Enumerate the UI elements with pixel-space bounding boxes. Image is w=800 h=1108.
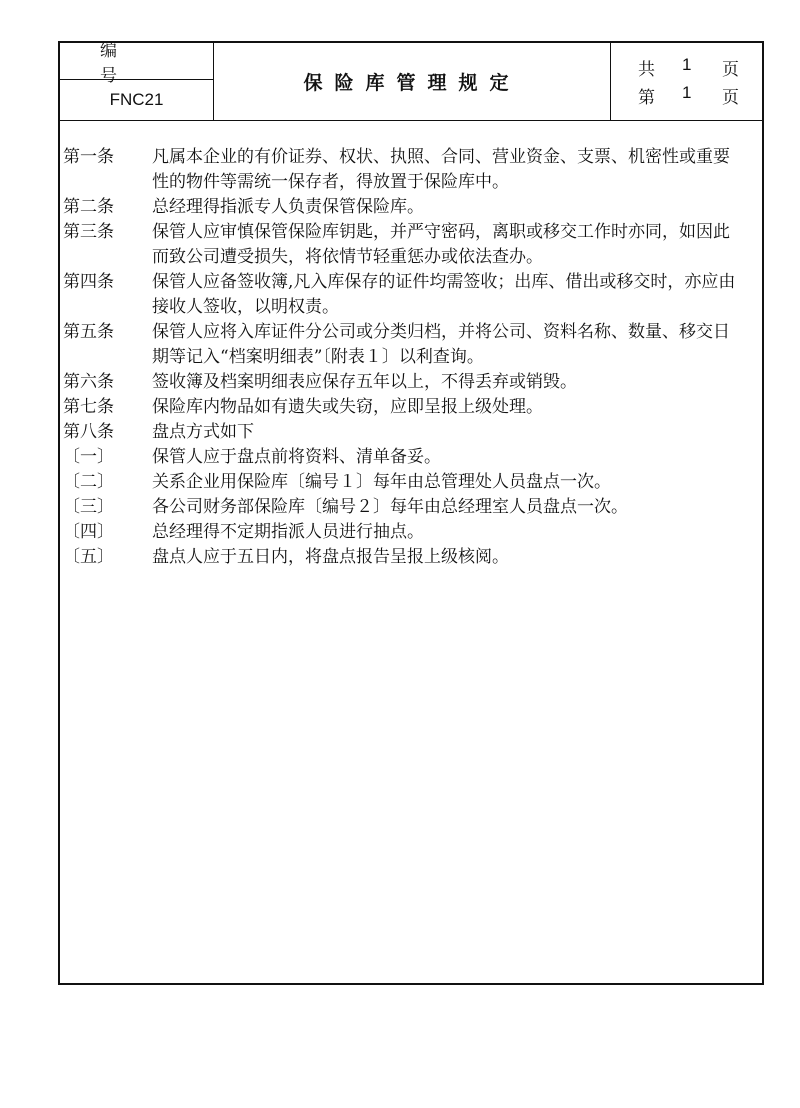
- sub-clause-number: 〔二〕: [63, 472, 114, 492]
- clause: [60, 195, 762, 220]
- sub-clause: [60, 445, 762, 470]
- document-header: [60, 43, 762, 121]
- clause-number: 第一条: [63, 147, 114, 167]
- page-unit: 页: [722, 88, 739, 108]
- clause-text: 保管人应审慎保管保险库钥匙，并严守密码，离职或移交工作时亦同，如因此而致公司遭受损失，将依情节轻重惩办或依法查办。: [152, 222, 730, 267]
- clause-number: 第四条: [63, 272, 114, 292]
- document-frame: [58, 41, 764, 985]
- sub-clause-text: 总经理得不定期指派人员进行抽点。: [152, 522, 424, 542]
- clause-number: 第二条: [63, 197, 114, 217]
- sub-clause-text: 盘点人应于五日内，将盘点报告呈报上级核阅。: [152, 547, 509, 567]
- current-page-row: [611, 83, 762, 109]
- page-value: 1: [682, 83, 692, 102]
- total-value: 1: [682, 55, 692, 74]
- clause: [60, 320, 762, 370]
- clause-number: 第六条: [63, 372, 114, 392]
- clause: [60, 220, 762, 270]
- clause-text: 总经理得指派专人负责保管保险库。: [152, 197, 424, 217]
- clause-number: 第七条: [63, 397, 114, 417]
- total-pages-row: [611, 55, 762, 81]
- sub-clause: [60, 470, 762, 495]
- clause: [60, 145, 762, 195]
- page-label: 第: [638, 88, 655, 108]
- title-cell: [214, 43, 611, 120]
- document-body: [60, 145, 762, 570]
- sub-clause-number: 〔一〕: [63, 447, 114, 467]
- page-count-cell: [611, 43, 762, 120]
- total-label: 共: [638, 60, 655, 80]
- clause-text: 保管人应将入库证件分公司或分类归档，并将公司、资料名称、数量、移交日期等记入“档案明细表”〔附表１〕以利查询。: [152, 322, 730, 367]
- code-label: 编号: [60, 43, 213, 80]
- clause-text: 保管人应备签收簿,凡入库保存的证件均需签收；出库、借出或移交时，亦应由接收人签收，以明权责。: [152, 272, 736, 317]
- clause-text: 保险库内物品如有遗失或失窃，应即呈报上级处理。: [152, 397, 543, 417]
- clause: [60, 370, 762, 395]
- clause-number: 第八条: [63, 422, 114, 442]
- clause-text: 签收簿及档案明细表应保存五年以上，不得丢弃或销毁。: [152, 372, 577, 392]
- clause: [60, 395, 762, 420]
- sub-clause-number: 〔四〕: [63, 522, 114, 542]
- code-value: FNC21: [109, 90, 164, 109]
- sub-clause-text: 保管人应于盘点前将资料、清单备妥。: [152, 447, 441, 467]
- clause-text: 凡属本企业的有价证券、权状、执照、合同、营业资金、支票、机密性或重要性的物件等需统一保存者，得放置于保险库中。: [152, 147, 730, 192]
- document-title: 保险库管理规定: [303, 72, 521, 94]
- sub-clause: [60, 545, 762, 570]
- clause: [60, 420, 762, 445]
- sub-clause: [60, 520, 762, 545]
- code-cell: [60, 43, 214, 120]
- sub-clause-number: 〔五〕: [63, 547, 114, 567]
- total-unit: 页: [722, 60, 739, 80]
- sub-clause-number: 〔三〕: [63, 497, 114, 517]
- clause-number: 第五条: [63, 322, 114, 342]
- sub-clause-text: 关系企业用保险库〔编号１〕每年由总管理处人员盘点一次。: [152, 472, 611, 492]
- clause-number: 第三条: [63, 222, 114, 242]
- sub-clause-text: 各公司财务部保险库〔编号２〕每年由总经理室人员盘点一次。: [152, 497, 628, 517]
- sub-clause: [60, 495, 762, 520]
- clause: [60, 270, 762, 320]
- clause-text: 盘点方式如下: [152, 422, 254, 442]
